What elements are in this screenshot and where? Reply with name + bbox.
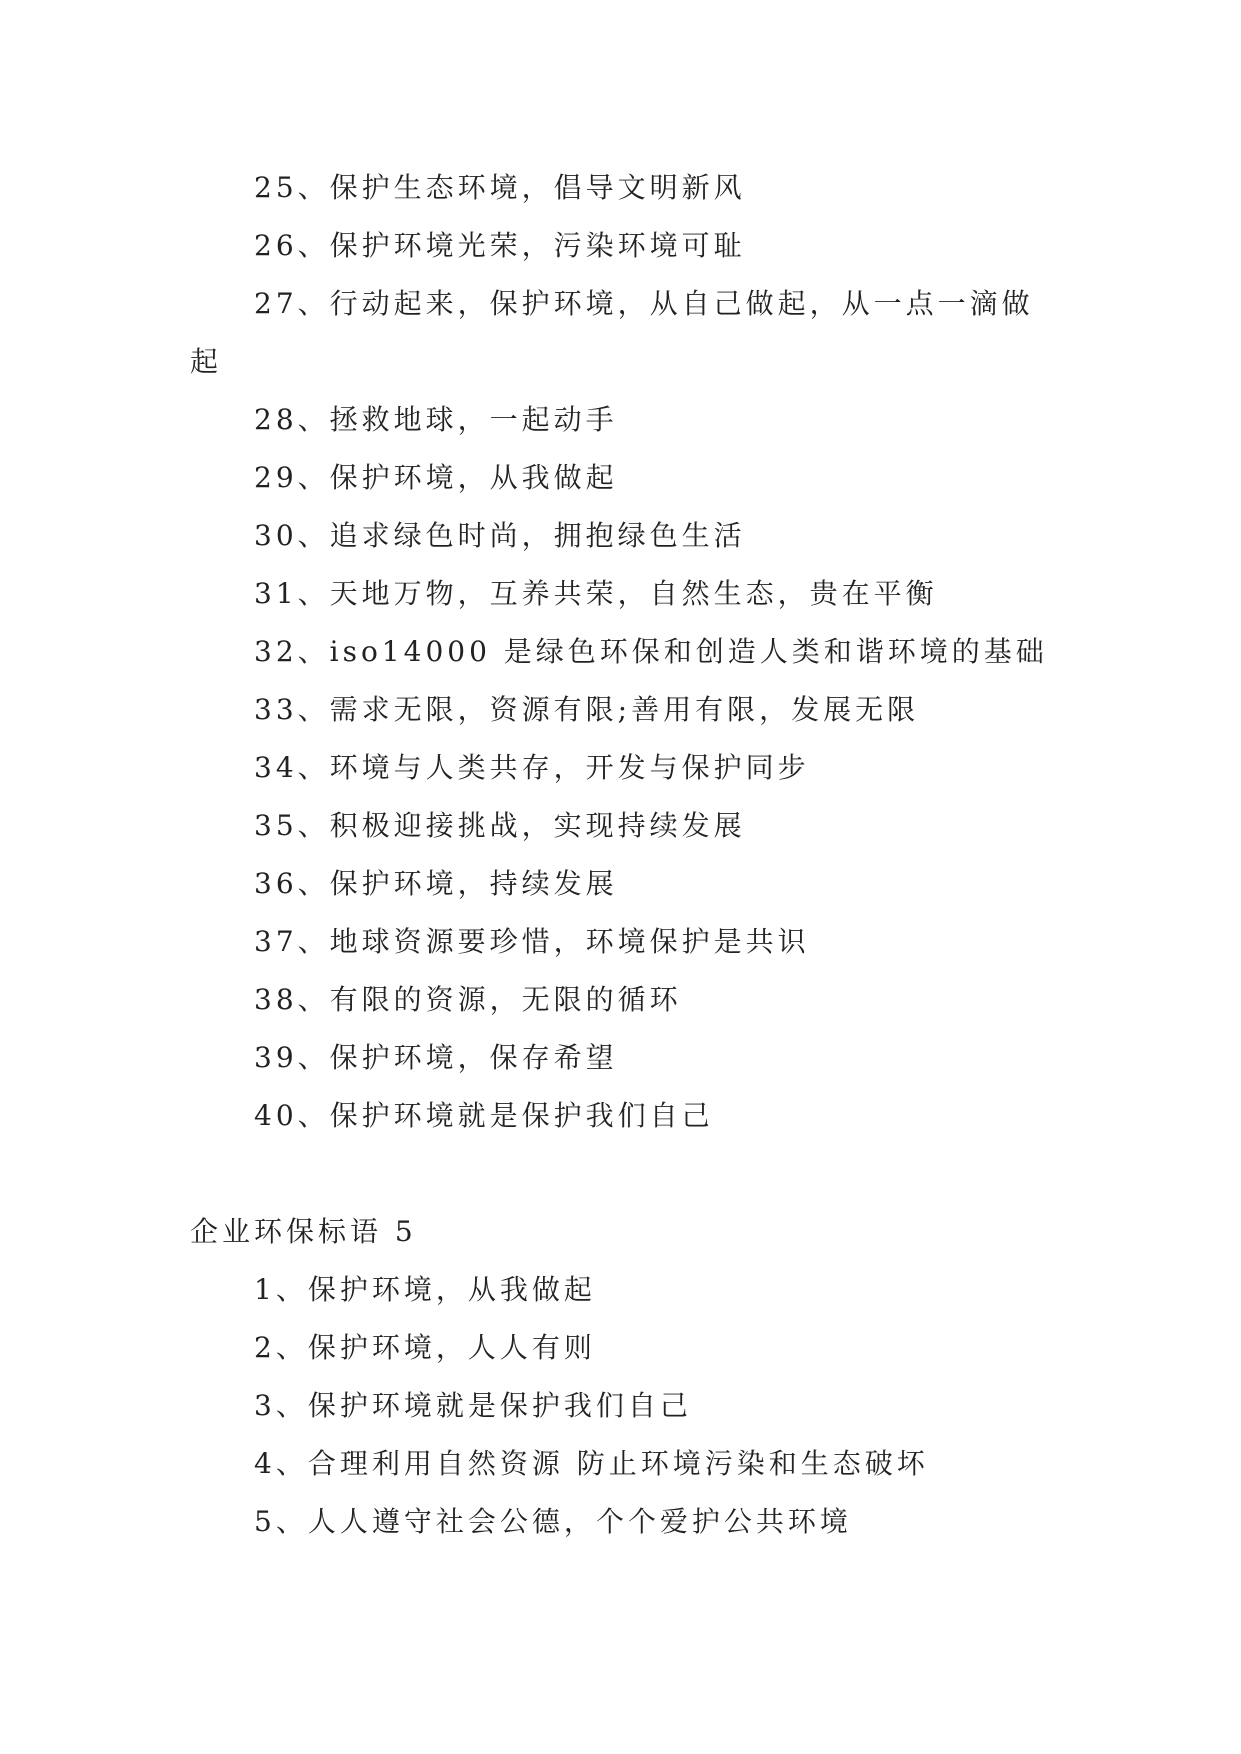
slogan-line: 36、保护环境，持续发展 (254, 867, 618, 900)
slogan-line: 37、地球资源要珍惜，环境保护是共识 (254, 925, 810, 958)
slogan-line: 27、行动起来，保护环境，从自己做起，从一点一滴做 (254, 287, 1034, 320)
slogan-line: 28、拯救地球，一起动手 (254, 403, 618, 436)
section-slogan-line: 4、合理利用自然资源 防止环境污染和生态破坏 (254, 1447, 929, 1480)
slogan-line: 33、需求无限，资源有限;善用有限，发展无限 (254, 693, 920, 726)
slogan-line: 34、环境与人类共存，开发与保护同步 (254, 751, 810, 784)
slogan-line: 31、天地万物，互养共荣，自然生态，贵在平衡 (254, 577, 938, 610)
slogan-line: 29、保护环境，从我做起 (254, 461, 618, 494)
slogan-line: 40、保护环境就是保护我们自己 (254, 1099, 714, 1132)
document-body (190, 159, 1190, 1551)
slogan-line: 26、保护环境光荣，污染环境可耻 (254, 229, 746, 262)
paragraph-gap (190, 1145, 1190, 1203)
section-slogan-line: 2、保护环境，人人有则 (254, 1331, 596, 1364)
section-slogan-line: 5、人人遵守社会公德，个个爱护公共环境 (254, 1505, 852, 1538)
slogan-line: 38、有限的资源，无限的循环 (254, 983, 682, 1016)
slogan-line: 30、追求绿色时尚，拥抱绿色生活 (254, 519, 746, 552)
slogan-line: 25、保护生态环境，倡导文明新风 (254, 171, 746, 204)
section-heading: 企业环保标语 5 (190, 1215, 417, 1248)
slogan-line: 35、积极迎接挑战，实现持续发展 (254, 809, 746, 842)
slogan-line: 32、iso14000 是绿色环保和创造人类和谐环境的基础 (254, 635, 1048, 668)
slogan-line-continuation: 起 (190, 345, 223, 378)
section-slogan-line: 1、保护环境，从我做起 (254, 1273, 596, 1306)
section-slogan-line: 3、保护环境就是保护我们自己 (254, 1389, 692, 1422)
slogan-line: 39、保护环境，保存希望 (254, 1041, 618, 1074)
